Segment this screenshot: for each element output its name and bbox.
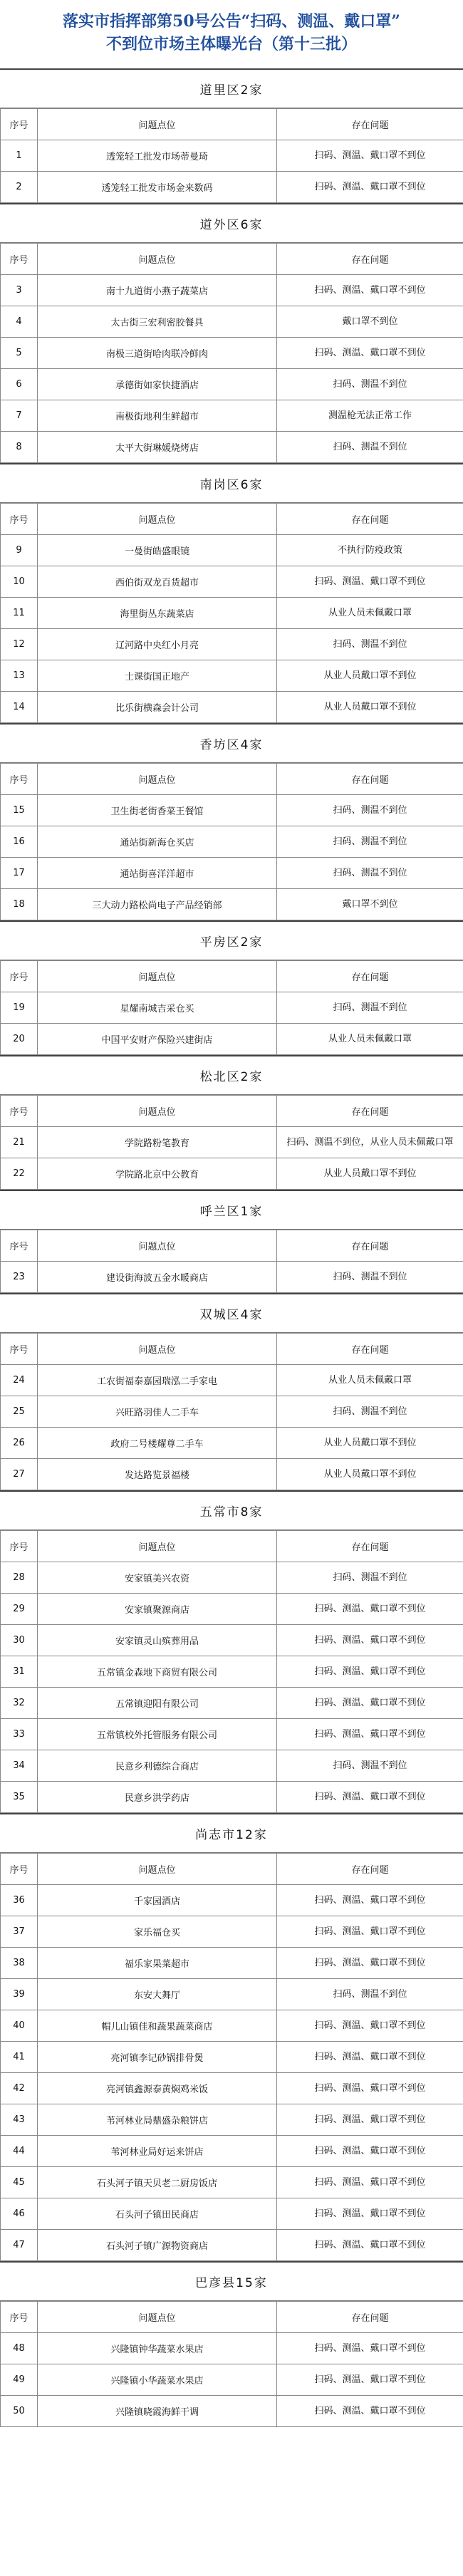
row-number: 50 xyxy=(1,2396,38,2427)
district-section xyxy=(0,2261,463,2427)
table-row xyxy=(1,1948,463,1979)
row-number: 47 xyxy=(1,2230,38,2261)
row-place: 苇河林业局鼎盛杂粮饼店 xyxy=(38,2104,277,2136)
row-number: 48 xyxy=(1,2333,38,2364)
row-place: 安家镇美兴农资 xyxy=(38,1562,277,1594)
row-place: 海里街丛东蔬菜店 xyxy=(38,598,277,629)
district-heading xyxy=(0,463,463,503)
header-num: 序号 xyxy=(1,1854,38,1885)
row-issue: 扫码、测温、戴口罩不到位 xyxy=(277,1885,463,1916)
row-place: 比乐街横森会计公司 xyxy=(38,692,277,723)
row-number: 23 xyxy=(1,1262,38,1293)
row-number: 11 xyxy=(1,598,38,629)
district-heading xyxy=(0,203,463,243)
table-row xyxy=(1,1024,463,1055)
violation-table xyxy=(0,243,463,463)
row-number: 7 xyxy=(1,400,38,432)
district-heading-label: 平房区2家 xyxy=(199,935,264,950)
row-number: 40 xyxy=(1,2010,38,2042)
row-number: 2 xyxy=(1,172,38,203)
row-place: 五常镇迎阳有限公司 xyxy=(38,1688,277,1719)
row-place: 兴隆镇小华蔬菜水果店 xyxy=(38,2364,277,2396)
violation-table xyxy=(0,1530,463,1813)
table-row xyxy=(1,992,463,1024)
row-place: 太古街三宏利密胶餐具 xyxy=(38,306,277,338)
row-place: 亮河镇鑫源泰黄焖鸡米饭 xyxy=(38,2073,277,2104)
district-heading xyxy=(0,920,463,960)
row-issue: 扫码、测温、戴口罩不到位 xyxy=(277,2167,463,2198)
header-num: 序号 xyxy=(1,109,38,140)
row-place: 发达路览景福楼 xyxy=(38,1459,277,1490)
header-issue: 存在问题 xyxy=(277,1854,463,1885)
district-heading-label: 道外区6家 xyxy=(199,218,264,232)
district-heading-label: 道里区2家 xyxy=(199,83,264,98)
sections-container xyxy=(0,68,463,2427)
row-place: 苇河林业局好运来饼店 xyxy=(38,2136,277,2167)
row-number: 34 xyxy=(1,1750,38,1782)
table-row xyxy=(1,660,463,692)
table-row xyxy=(1,1396,463,1428)
header-num: 序号 xyxy=(1,1334,38,1365)
row-place: 兴隆镇钟华蔬菜水果店 xyxy=(38,2333,277,2364)
header-num: 序号 xyxy=(1,1531,38,1562)
row-issue: 扫码、测温、戴口罩不到位 xyxy=(277,1948,463,1979)
district-section xyxy=(0,1055,463,1190)
table-row xyxy=(1,1782,463,1813)
row-number: 38 xyxy=(1,1948,38,1979)
table-row xyxy=(1,692,463,723)
table-header-row xyxy=(1,1230,463,1262)
table-row xyxy=(1,629,463,660)
row-issue: 扫码、测温、戴口罩不到位 xyxy=(277,2396,463,2427)
row-number: 29 xyxy=(1,1594,38,1625)
table-row xyxy=(1,826,463,858)
header-num: 序号 xyxy=(1,1096,38,1127)
row-place: 通站街新海仓买店 xyxy=(38,826,277,858)
district-section xyxy=(0,463,463,723)
header-issue: 存在问题 xyxy=(277,1230,463,1262)
row-issue: 从业人员戴口罩不到位 xyxy=(277,660,463,692)
row-number: 4 xyxy=(1,306,38,338)
row-number: 24 xyxy=(1,1365,38,1396)
row-place: 民意乡洪学药店 xyxy=(38,1782,277,1813)
row-place: 通站街喜洋洋超市 xyxy=(38,858,277,889)
row-issue: 扫码、测温、戴口罩不到位 xyxy=(277,2073,463,2104)
table-row xyxy=(1,1594,463,1625)
violation-table xyxy=(0,503,463,723)
row-number: 39 xyxy=(1,1979,38,2010)
row-place: 透笼轻工批发市场金来数码 xyxy=(38,172,277,203)
district-heading-label: 香坊区4家 xyxy=(199,738,264,752)
row-place: 兴旺路羽佳人二手车 xyxy=(38,1396,277,1428)
table-row xyxy=(1,1262,463,1293)
header-place: 问题点位 xyxy=(38,1230,277,1262)
table-row xyxy=(1,1979,463,2010)
row-number: 37 xyxy=(1,1916,38,1948)
row-issue: 扫码、测温不到位 xyxy=(277,1979,463,2010)
table-header-row xyxy=(1,1531,463,1562)
row-number: 15 xyxy=(1,795,38,826)
row-number: 19 xyxy=(1,992,38,1024)
row-number: 31 xyxy=(1,1656,38,1688)
row-issue: 扫码、测温、戴口罩不到位 xyxy=(277,2104,463,2136)
row-issue: 扫码、测温、戴口罩不到位 xyxy=(277,2010,463,2042)
row-number: 28 xyxy=(1,1562,38,1594)
row-issue: 从业人员戴口罩不到位 xyxy=(277,1459,463,1490)
district-section xyxy=(0,1293,463,1490)
row-number: 10 xyxy=(1,566,38,598)
row-issue: 戴口罩不到位 xyxy=(277,889,463,920)
header-issue: 存在问题 xyxy=(277,961,463,992)
table-header-row xyxy=(1,244,463,275)
row-place: 南十九道街小燕子蔬菜店 xyxy=(38,275,277,306)
row-issue: 扫码、测温、戴口罩不到位 xyxy=(277,275,463,306)
row-place: 政府二号楼耀尊二手车 xyxy=(38,1428,277,1459)
row-issue: 扫码、测温不到位 xyxy=(277,992,463,1024)
violation-table xyxy=(0,763,463,920)
row-issue: 扫码、测温不到位 xyxy=(277,1562,463,1594)
row-place: 三大动力路松尚电子产品经销部 xyxy=(38,889,277,920)
row-number: 49 xyxy=(1,2364,38,2396)
row-issue: 从业人员戴口罩不到位 xyxy=(277,1158,463,1190)
table-row xyxy=(1,889,463,920)
row-place: 石头河子镇天贝老二厨房饭店 xyxy=(38,2167,277,2198)
table-row xyxy=(1,795,463,826)
row-issue: 扫码、测温、戴口罩不到位 xyxy=(277,338,463,369)
table-header-row xyxy=(1,1334,463,1365)
row-place: 透笼轻工批发市场蒂曼琦 xyxy=(38,140,277,172)
header-issue: 存在问题 xyxy=(277,244,463,275)
header-place: 问题点位 xyxy=(38,1531,277,1562)
table-row xyxy=(1,598,463,629)
row-place: 五常镇校外托管服务有限公司 xyxy=(38,1719,277,1750)
violation-table xyxy=(0,2301,463,2427)
header-issue: 存在问题 xyxy=(277,1334,463,1365)
row-issue: 扫码、测温、戴口罩不到位 xyxy=(277,566,463,598)
row-issue: 从业人员未佩戴口罩 xyxy=(277,1024,463,1055)
row-place: 太平大街琳媛烧烤店 xyxy=(38,432,277,463)
row-issue: 扫码、测温、戴口罩不到位 xyxy=(277,2333,463,2364)
violation-table xyxy=(0,1333,463,1490)
row-issue: 从业人员戴口罩不到位 xyxy=(277,1428,463,1459)
row-number: 27 xyxy=(1,1459,38,1490)
violation-table xyxy=(0,1095,463,1190)
header-num: 序号 xyxy=(1,244,38,275)
row-issue: 扫码、测温、戴口罩不到位 xyxy=(277,2198,463,2230)
district-heading-label: 松北区2家 xyxy=(199,1070,264,1084)
district-section xyxy=(0,68,463,203)
district-section xyxy=(0,1490,463,1813)
table-row xyxy=(1,2136,463,2167)
district-section xyxy=(0,723,463,920)
row-number: 12 xyxy=(1,629,38,660)
header-issue: 存在问题 xyxy=(277,109,463,140)
header-place: 问题点位 xyxy=(38,504,277,535)
row-place: 辽河路中央红小月亮 xyxy=(38,629,277,660)
district-heading-label: 巴彦县15家 xyxy=(195,2276,268,2290)
row-number: 13 xyxy=(1,660,38,692)
row-place: 五常镇金森地下商贸有限公司 xyxy=(38,1656,277,1688)
row-number: 36 xyxy=(1,1885,38,1916)
header-place: 问题点位 xyxy=(38,961,277,992)
title-line-2: 不到位市场主体曝光台（第十三批） xyxy=(105,35,357,53)
table-row xyxy=(1,1625,463,1656)
table-row xyxy=(1,1365,463,1396)
row-issue: 从业人员戴口罩不到位 xyxy=(277,692,463,723)
row-place: 东安大舞厅 xyxy=(38,1979,277,2010)
district-heading xyxy=(0,1055,463,1095)
district-heading-label: 南岗区6家 xyxy=(199,478,264,492)
district-heading-label: 尚志市12家 xyxy=(195,1828,268,1842)
row-issue: 扫码、测温不到位 xyxy=(277,629,463,660)
row-issue: 扫码、测温不到位，从业人员未佩戴口罩 xyxy=(277,1127,463,1158)
row-number: 6 xyxy=(1,369,38,400)
row-number: 17 xyxy=(1,858,38,889)
row-issue: 扫码、测温不到位 xyxy=(277,795,463,826)
header-place: 问题点位 xyxy=(38,244,277,275)
row-number: 30 xyxy=(1,1625,38,1656)
row-place: 西伯街双龙百货超市 xyxy=(38,566,277,598)
table-row xyxy=(1,140,463,172)
row-place: 士课街国正地产 xyxy=(38,660,277,692)
table-row xyxy=(1,306,463,338)
row-place: 卫生街老街香菜王餐馆 xyxy=(38,795,277,826)
violation-table xyxy=(0,1853,463,2261)
row-number: 9 xyxy=(1,535,38,566)
row-place: 安家镇聚源商店 xyxy=(38,1594,277,1625)
row-number: 26 xyxy=(1,1428,38,1459)
row-issue: 扫码、测温、戴口罩不到位 xyxy=(277,1594,463,1625)
row-issue: 扫码、测温、戴口罩不到位 xyxy=(277,1625,463,1656)
row-place: 建设街海波五金水暖商店 xyxy=(38,1262,277,1293)
row-number: 45 xyxy=(1,2167,38,2198)
row-issue: 从业人员未佩戴口罩 xyxy=(277,598,463,629)
row-place: 兴隆镇晓霞海鲜干调 xyxy=(38,2396,277,2427)
table-row xyxy=(1,535,463,566)
header-place: 问题点位 xyxy=(38,1854,277,1885)
row-number: 20 xyxy=(1,1024,38,1055)
header-issue: 存在问题 xyxy=(277,1531,463,1562)
row-issue: 戴口罩不到位 xyxy=(277,306,463,338)
row-issue: 扫码、测温不到位 xyxy=(277,1262,463,1293)
header-issue: 存在问题 xyxy=(277,1096,463,1127)
table-row xyxy=(1,2167,463,2198)
row-issue: 扫码、测温、戴口罩不到位 xyxy=(277,2364,463,2396)
table-row xyxy=(1,1719,463,1750)
row-number: 5 xyxy=(1,338,38,369)
table-header-row xyxy=(1,764,463,795)
row-issue: 扫码、测温不到位 xyxy=(277,858,463,889)
table-row xyxy=(1,432,463,463)
district-heading xyxy=(0,1490,463,1530)
table-row xyxy=(1,400,463,432)
district-heading xyxy=(0,2261,463,2301)
row-place: 学院路粉笔教育 xyxy=(38,1127,277,1158)
table-row xyxy=(1,369,463,400)
row-number: 41 xyxy=(1,2042,38,2073)
table-header-row xyxy=(1,109,463,140)
row-number: 21 xyxy=(1,1127,38,1158)
row-issue: 扫码、测温不到位 xyxy=(277,1396,463,1428)
table-row xyxy=(1,566,463,598)
row-number: 8 xyxy=(1,432,38,463)
table-row xyxy=(1,275,463,306)
page-title xyxy=(0,0,463,68)
table-header-row xyxy=(1,961,463,992)
row-place: 星耀南城吉采仓买 xyxy=(38,992,277,1024)
row-issue: 扫码、测温、戴口罩不到位 xyxy=(277,2136,463,2167)
row-place: 学院路北京中公教育 xyxy=(38,1158,277,1190)
header-issue: 存在问题 xyxy=(277,2302,463,2333)
row-place: 工农街福泰嘉园瑞泓二手家电 xyxy=(38,1365,277,1396)
table-header-row xyxy=(1,2302,463,2333)
table-header-row xyxy=(1,1096,463,1127)
row-place: 中国平安财产保险兴建街店 xyxy=(38,1024,277,1055)
header-place: 问题点位 xyxy=(38,2302,277,2333)
district-heading xyxy=(0,1190,463,1230)
row-number: 32 xyxy=(1,1688,38,1719)
row-number: 44 xyxy=(1,2136,38,2167)
table-row xyxy=(1,1916,463,1948)
row-number: 22 xyxy=(1,1158,38,1190)
row-number: 16 xyxy=(1,826,38,858)
district-section xyxy=(0,1190,463,1293)
row-place: 民意乡利德综合商店 xyxy=(38,1750,277,1782)
row-issue: 扫码、测温、戴口罩不到位 xyxy=(277,2042,463,2073)
row-place: 安家镇灵山殡葬用品 xyxy=(38,1625,277,1656)
row-issue: 扫码、测温不到位 xyxy=(277,369,463,400)
district-section xyxy=(0,1813,463,2261)
row-place: 石头河子镇田民商店 xyxy=(38,2198,277,2230)
violation-table xyxy=(0,108,463,203)
table-row xyxy=(1,858,463,889)
header-num: 序号 xyxy=(1,961,38,992)
district-heading-label: 五常市8家 xyxy=(199,1505,264,1520)
row-number: 14 xyxy=(1,692,38,723)
table-header-row xyxy=(1,504,463,535)
row-number: 35 xyxy=(1,1782,38,1813)
row-issue: 扫码、测温、戴口罩不到位 xyxy=(277,1719,463,1750)
row-place: 石头河子镇广源物资商店 xyxy=(38,2230,277,2261)
violation-table xyxy=(0,960,463,1055)
row-number: 25 xyxy=(1,1396,38,1428)
row-issue: 扫码、测温、戴口罩不到位 xyxy=(277,140,463,172)
row-number: 43 xyxy=(1,2104,38,2136)
district-heading-label: 呼兰区1家 xyxy=(199,1205,264,1219)
table-header-row xyxy=(1,1854,463,1885)
row-place: 承德街如家快捷酒店 xyxy=(38,369,277,400)
table-row xyxy=(1,2396,463,2427)
row-issue: 不执行防疫政策 xyxy=(277,535,463,566)
district-section xyxy=(0,203,463,463)
violation-table xyxy=(0,1230,463,1293)
row-issue: 扫码、测温、戴口罩不到位 xyxy=(277,172,463,203)
district-heading xyxy=(0,1813,463,1853)
row-issue: 扫码、测温不到位 xyxy=(277,1750,463,1782)
row-place: 帽儿山镇佳和蔬果蔬菜商店 xyxy=(38,2010,277,2042)
district-heading xyxy=(0,1293,463,1333)
district-heading-label: 双城区4家 xyxy=(199,1308,264,1322)
table-row xyxy=(1,2230,463,2261)
row-number: 18 xyxy=(1,889,38,920)
row-issue: 从业人员未佩戴口罩 xyxy=(277,1365,463,1396)
table-row xyxy=(1,2364,463,2396)
row-number: 1 xyxy=(1,140,38,172)
table-row xyxy=(1,1158,463,1190)
header-place: 问题点位 xyxy=(38,764,277,795)
table-row xyxy=(1,1688,463,1719)
row-place: 一曼街皓盛眼镜 xyxy=(38,535,277,566)
row-issue: 扫码、测温、戴口罩不到位 xyxy=(277,1656,463,1688)
table-row xyxy=(1,2010,463,2042)
district-heading xyxy=(0,723,463,763)
table-row xyxy=(1,1459,463,1490)
table-row xyxy=(1,2333,463,2364)
row-place: 亮河镇李记砂锅排骨煲 xyxy=(38,2042,277,2073)
header-place: 问题点位 xyxy=(38,109,277,140)
table-row xyxy=(1,2104,463,2136)
table-row xyxy=(1,2042,463,2073)
title-line-1: 落实市指挥部第50号公告“扫码、测温、戴口罩” xyxy=(63,12,400,31)
row-issue: 扫码、测温、戴口罩不到位 xyxy=(277,1916,463,1948)
row-issue: 扫码、测温、戴口罩不到位 xyxy=(277,1688,463,1719)
header-issue: 存在问题 xyxy=(277,764,463,795)
table-row xyxy=(1,172,463,203)
table-row xyxy=(1,1428,463,1459)
row-number: 42 xyxy=(1,2073,38,2104)
table-row xyxy=(1,1562,463,1594)
row-issue: 扫码、测温不到位 xyxy=(277,432,463,463)
row-number: 3 xyxy=(1,275,38,306)
district-section xyxy=(0,920,463,1055)
row-place: 家乐福仓买 xyxy=(38,1916,277,1948)
row-issue: 测温枪无法正常工作 xyxy=(277,400,463,432)
table-row xyxy=(1,1750,463,1782)
row-number: 46 xyxy=(1,2198,38,2230)
header-issue: 存在问题 xyxy=(277,504,463,535)
header-num: 序号 xyxy=(1,2302,38,2333)
table-row xyxy=(1,2198,463,2230)
row-issue: 扫码、测温、戴口罩不到位 xyxy=(277,2230,463,2261)
row-place: 南极街地利生鲜超市 xyxy=(38,400,277,432)
table-row xyxy=(1,1885,463,1916)
header-num: 序号 xyxy=(1,764,38,795)
row-place: 南极三道街哈肉联冷鲜肉 xyxy=(38,338,277,369)
table-row xyxy=(1,1127,463,1158)
table-row xyxy=(1,1656,463,1688)
header-num: 序号 xyxy=(1,1230,38,1262)
header-place: 问题点位 xyxy=(38,1334,277,1365)
table-row xyxy=(1,2073,463,2104)
row-issue: 扫码、测温、戴口罩不到位 xyxy=(277,1782,463,1813)
table-row xyxy=(1,338,463,369)
header-place: 问题点位 xyxy=(38,1096,277,1127)
header-num: 序号 xyxy=(1,504,38,535)
district-heading xyxy=(0,68,463,108)
row-number: 33 xyxy=(1,1719,38,1750)
row-place: 千家园酒店 xyxy=(38,1885,277,1916)
row-issue: 扫码、测温不到位 xyxy=(277,826,463,858)
row-place: 福乐家果菜超市 xyxy=(38,1948,277,1979)
